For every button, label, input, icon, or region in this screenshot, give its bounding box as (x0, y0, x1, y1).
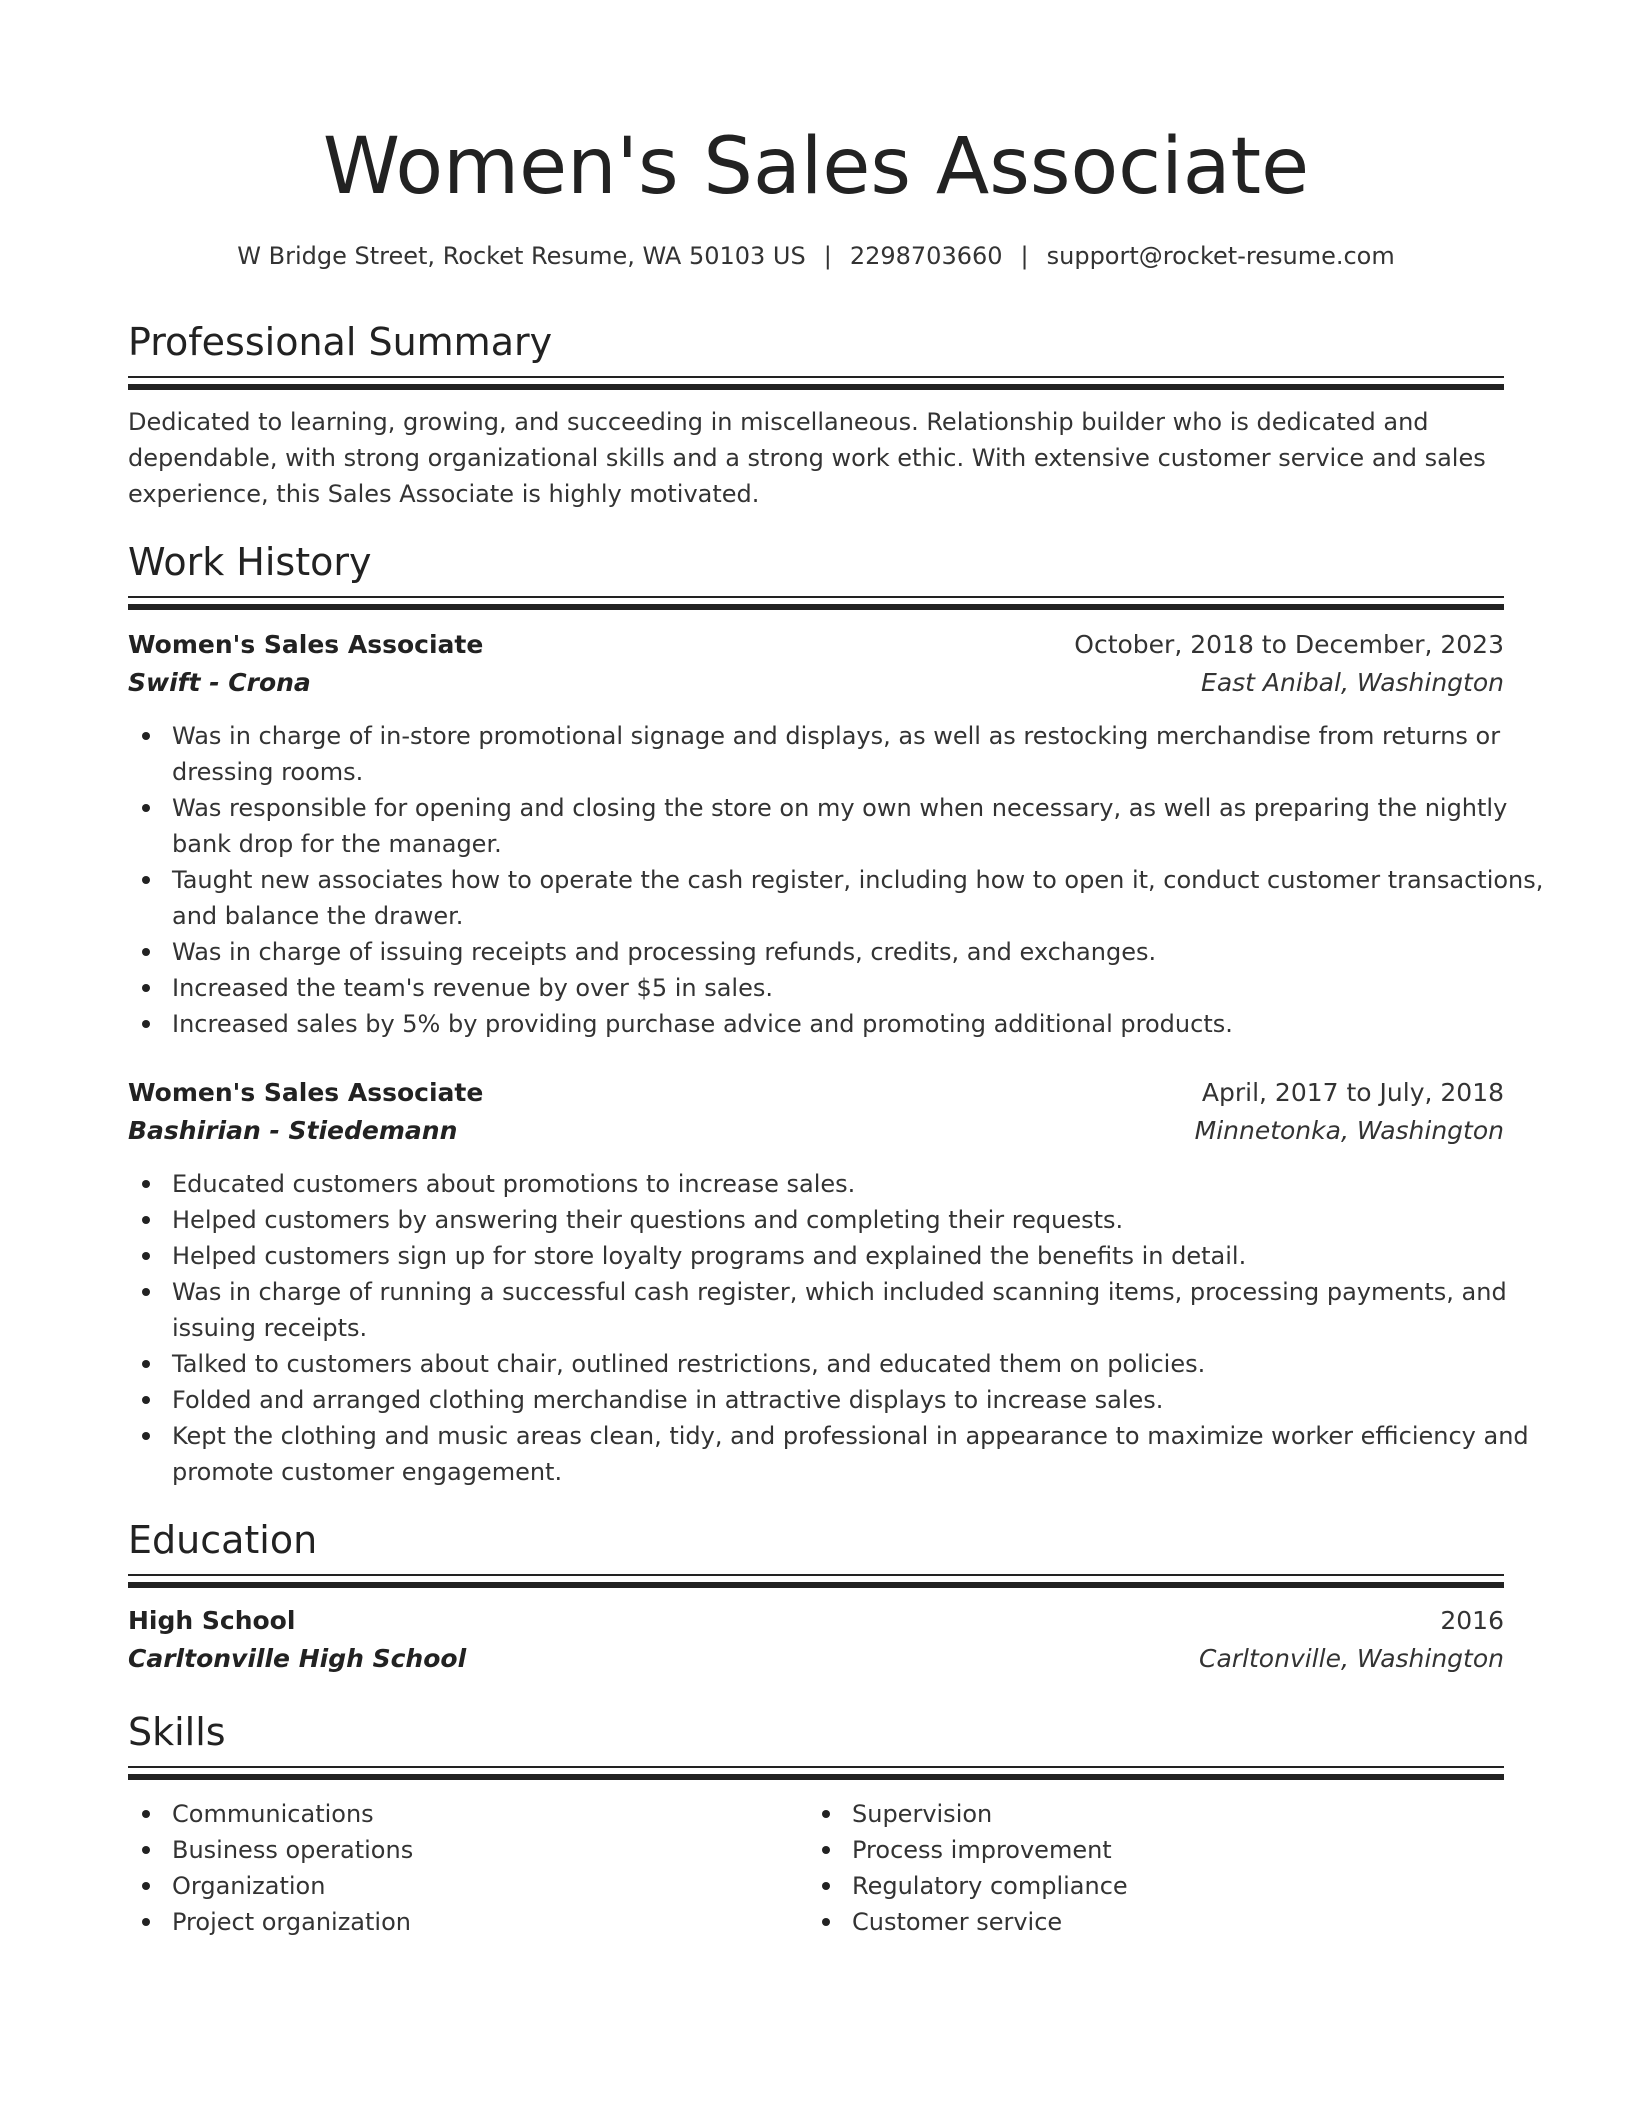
phone: 2298703660 (849, 242, 1003, 270)
candidate-name: Women's Sales Associate (322, 122, 1310, 212)
skill-item: Communications (172, 1796, 1548, 1832)
bullet-item: Kept the clothing and music areas clean, tidy, and professional in appearance to maximize worker efficiency and promote customer engagement. (172, 1418, 1548, 1490)
bullet-item: Taught new associates how to operate the cash register, including how to open it, conduct customer transactions, and balance the drawer. (172, 862, 1548, 934)
skill-item: Organization (172, 1868, 1548, 1904)
skill-item: Business operations (172, 1832, 1548, 1868)
section-divider (128, 596, 1504, 610)
skill-item: Supervision (852, 1796, 1632, 1832)
section-divider (128, 376, 1504, 390)
job-location: Minnetonka, Washington (1194, 1116, 1504, 1145)
bullet-item: Was in charge of issuing receipts and processing refunds, credits, and exchanges. (172, 934, 1548, 970)
section-title-summary: Professional Summary (128, 320, 553, 364)
bullet-item: Helped customers sign up for store loyalty programs and explained the benefits in detail. (172, 1238, 1548, 1274)
section-title-work: Work History (128, 540, 372, 584)
job-bullets (128, 1166, 1548, 1490)
summary-line: Dedicated to learning, growing, and succeeding in miscellaneous. Relationship builder who is dedicated and (128, 408, 1429, 436)
bullet-item: Was in charge of in-store promotional signage and displays, as well as restocking merchandise from returns or dressing rooms. (172, 718, 1548, 790)
bullet-item: Was responsible for opening and closing the store on my own when necessary, as well as preparing the nightly bank drop for the manager. (172, 790, 1548, 862)
job-dates: October, 2018 to December, 2023 (1074, 630, 1504, 659)
summary-text (128, 404, 1504, 512)
bullet-item: Educated customers about promotions to increase sales. (172, 1166, 1548, 1202)
skills-list-right (808, 1796, 1632, 1940)
job-title: Women's Sales Associate (128, 630, 484, 659)
graduation-year: 2016 (1440, 1606, 1504, 1635)
education-subheader (128, 1640, 1504, 1678)
bullet-item: Folded and arranged clothing merchandise in attractive displays to increase sales. (172, 1382, 1548, 1418)
company-name: Swift - Crona (128, 668, 311, 697)
job-subheader (128, 664, 1504, 702)
job-title: Women's Sales Associate (128, 1078, 484, 1107)
bullet-item: Helped customers by answering their questions and completing their requests. (172, 1202, 1548, 1238)
degree: High School (128, 1606, 296, 1635)
contact-line (128, 236, 1504, 276)
job-subheader (128, 1112, 1504, 1150)
job-header (128, 626, 1504, 664)
skill-item: Process improvement (852, 1832, 1632, 1868)
job-location: East Anibal, Washington (1201, 668, 1504, 697)
bullet-item: Increased the team's revenue by over $5 in sales. (172, 970, 1548, 1006)
education-header (128, 1602, 1504, 1640)
job-header (128, 1074, 1504, 1112)
skill-item: Regulatory compliance (852, 1868, 1632, 1904)
summary-line: dependable, with strong organizational skills and a strong work ethic. With extensive customer service and sales (128, 444, 1486, 472)
school-location: Carltonville, Washington (1199, 1644, 1504, 1673)
skill-item: Project organization (172, 1904, 1548, 1940)
section-title-skills: Skills (128, 1710, 226, 1754)
address: W Bridge Street, Rocket Resume, WA 50103 US (237, 242, 806, 270)
email-link[interactable]: support@rocket-resume.com (1046, 242, 1395, 270)
school-name: Carltonville High School (128, 1644, 467, 1673)
section-title-education: Education (128, 1518, 318, 1562)
bullet-item: Was in charge of running a successful cash register, which included scanning items, processing payments, and issuing receipts. (172, 1274, 1548, 1346)
skill-item: Customer service (852, 1904, 1632, 1940)
company-name: Bashirian - Stiedemann (128, 1116, 458, 1145)
job-dates: April, 2017 to July, 2018 (1201, 1078, 1504, 1107)
bullet-item: Increased sales by 5% by providing purchase advice and promoting additional products. (172, 1006, 1548, 1042)
summary-line: experience, this Sales Associate is highly motivated. (128, 480, 760, 508)
job-bullets (128, 718, 1548, 1042)
section-divider (128, 1766, 1504, 1780)
bullet-item: Talked to customers about chair, outlined restrictions, and educated them on policies. (172, 1346, 1548, 1382)
section-divider (128, 1574, 1504, 1588)
separator: | (1020, 242, 1029, 270)
separator: | (823, 242, 832, 270)
